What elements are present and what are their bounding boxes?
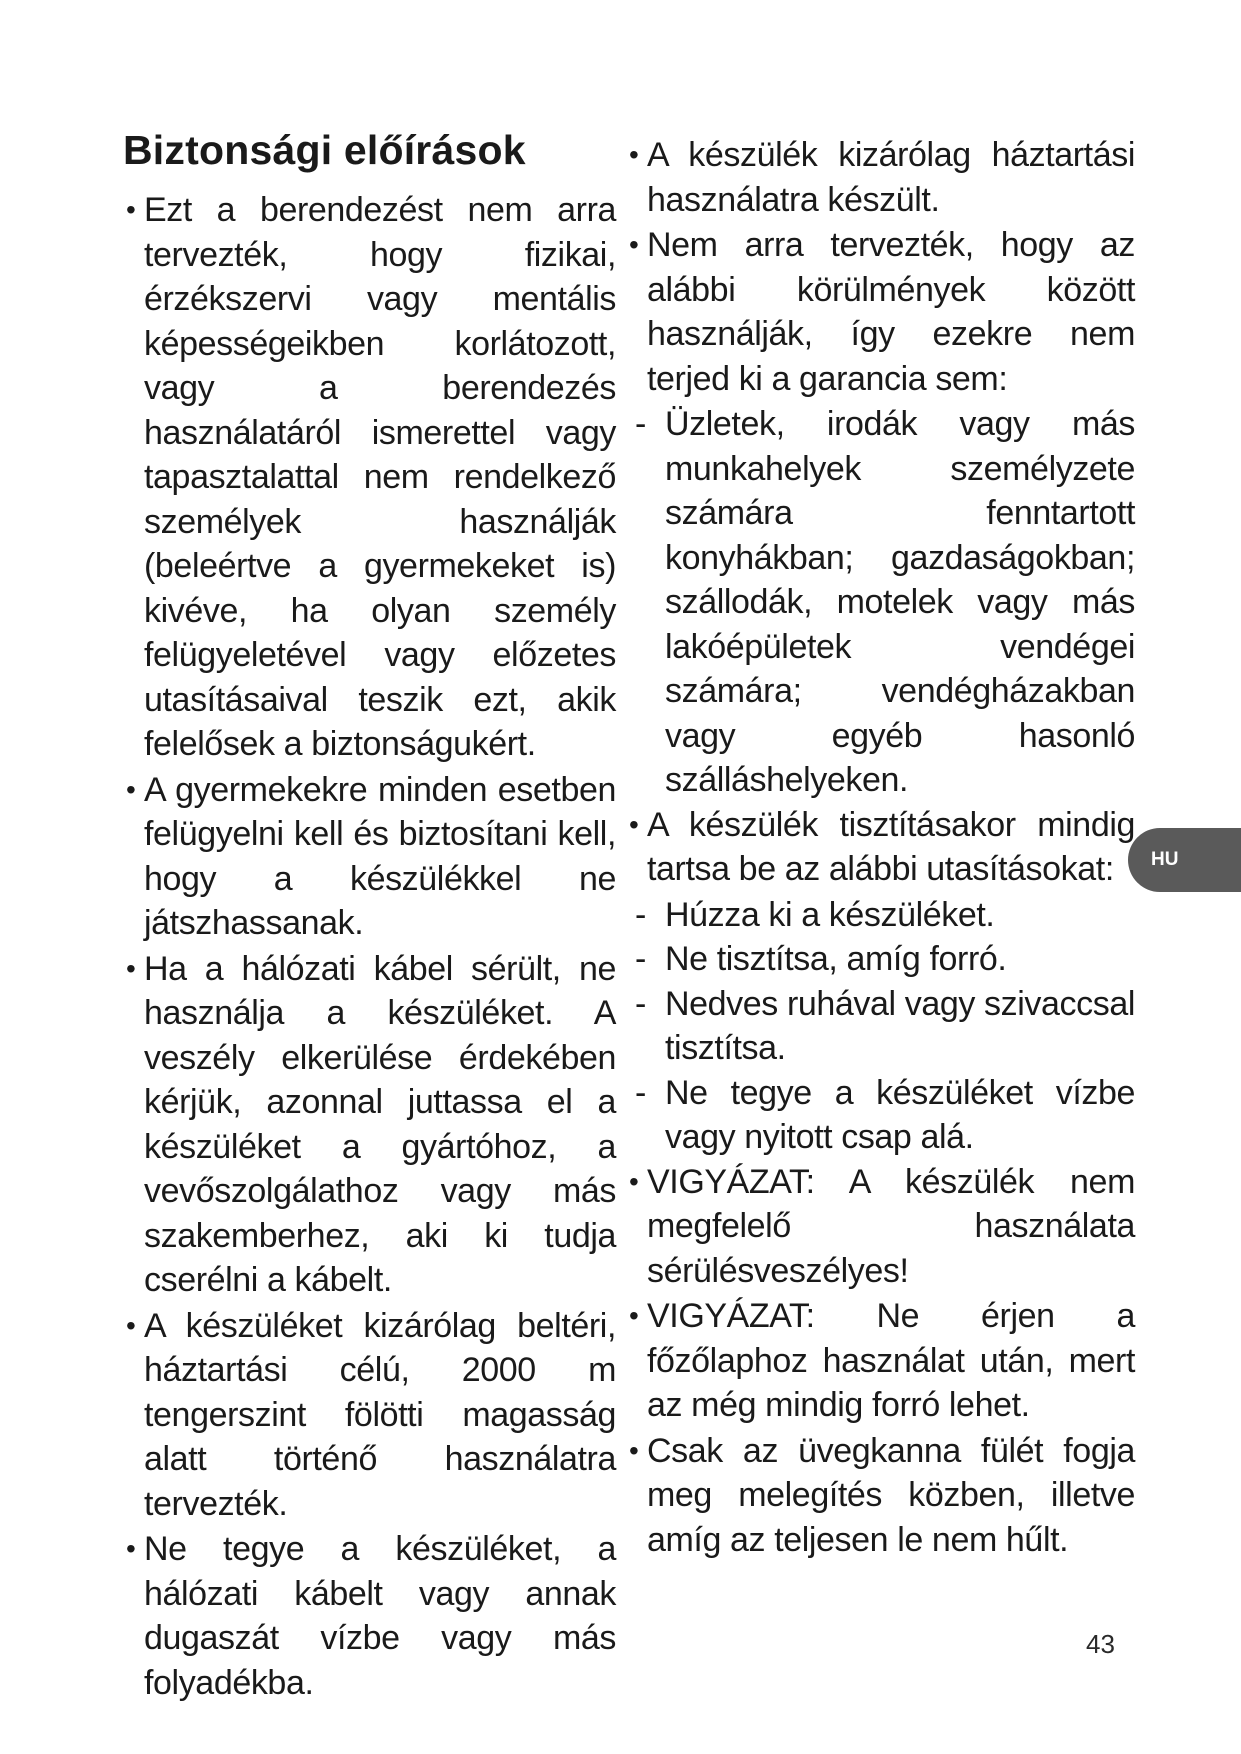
list-item [124, 947, 616, 1303]
list-item [124, 1304, 616, 1527]
dash-icon: - [635, 984, 646, 1023]
list-item-text: Csak az üvegkanna fülét fogja meg melegítés közben, illetve amíg az teljesen le nem hűlt. [647, 1431, 1135, 1559]
bullet-icon: • [629, 229, 639, 260]
list-item-text: A készüléket kizárólag beltéri, háztartási célú, 2000 m tengerszint fölötti magasság alatt történő használatra tervezték. [144, 1306, 616, 1523]
list-item [627, 1294, 1135, 1428]
sub-list-item [627, 1071, 1135, 1160]
sub-list-item-text: Húzza ki a készüléket. [665, 895, 995, 934]
right-column [627, 133, 1135, 1563]
sub-list-item [627, 402, 1135, 803]
list-item [627, 133, 1135, 222]
language-tab-label: HU [1151, 849, 1179, 870]
dash-icon: - [635, 1073, 646, 1112]
sub-list-item-text: Ne tisztítsa, amíg forró. [665, 940, 1007, 978]
list-item-text: VIGYÁZAT: Ne érjen a főzőlaphoz használat után, mert az még mindig forró lehet. [647, 1297, 1135, 1424]
page-number: 43 [1086, 1629, 1115, 1659]
bullet-icon: • [629, 1434, 639, 1466]
bullet-icon: • [629, 1300, 639, 1331]
dash-icon: - [635, 405, 646, 443]
list-item-text: A gyermekekre minden esetben felügyelni kell és biztosítani kell, hogy a készülékkel ne játszhassanak. [144, 770, 616, 942]
sub-list-item-text: Üzletek, irodák vagy más munkahelyek személyzete számára fenntartott konyhákban; gazdaságokban; szállodák, motelek vagy más lakóépületek vendégei számára; vendégházakban vagy egyéb hasonló szálláshelyeken. [665, 405, 1135, 799]
bullet-icon: • [126, 773, 136, 805]
list-item [627, 803, 1135, 892]
list-item [627, 223, 1135, 401]
list-item-text: Nem arra tervezték, hogy az alábbi körülmények között használják, így ezekre nem terjed ki a garancia sem: [647, 226, 1135, 398]
bullet-icon: • [629, 808, 639, 840]
list-item-text: A készülék kizárólag háztartási használatra készült. [647, 136, 1135, 219]
language-tab [1128, 828, 1241, 892]
list-item [627, 1429, 1135, 1563]
bullet-icon: • [126, 1533, 136, 1564]
list-item-text: Ezt a berendezést nem arra tervezték, hogy fizikai, érzékszervi vagy mentális képességeikben korlátozott, vagy a berendezés használatáról ismerettel vagy tapasztalattal nem rendelkező személyek használják (beleértve a gyermekeket is) kivéve, ha olyan személy felügyeletével vagy előzetes utasításaival teszik ezt, akik felelősek a biztonságukért. [144, 191, 616, 763]
list-item-text: A készülék tisztításakor mindig tartsa be az alábbi utasításokat: [647, 805, 1135, 888]
list-item [124, 1527, 616, 1705]
sub-list-item [627, 937, 1135, 982]
dash-icon: - [635, 940, 646, 978]
list-item [124, 768, 616, 946]
list-item-text: Ne tegye a készüléket, a hálózati kábelt vagy annak dugaszát vízbe vagy más folyadékba. [144, 1530, 616, 1702]
sub-list-item-text: Ne tegye a készüléket vízbe vagy nyitott csap alá. [665, 1073, 1135, 1156]
bullet-icon: • [629, 1165, 639, 1197]
list-item [124, 188, 616, 767]
bullet-icon: • [629, 139, 639, 170]
page-title: Biztonsági előírások [123, 127, 526, 173]
list-item-text: Ha a hálózati kábel sérült, ne használja a készüléket. A veszély elkerülése érdekében kérjük, azonnal juttassa el a készüléket a gyártóhoz, a vevőszolgálathoz vagy más szakemberhez, aki ki tudja cserélni a kábelt. [144, 949, 616, 1299]
dash-icon: - [635, 895, 646, 934]
sub-list-item [627, 982, 1135, 1071]
list-item [627, 1160, 1135, 1294]
list-item-text: VIGYÁZAT: A készülék nem megfelelő használata sérülésveszélyes! [647, 1162, 1135, 1290]
sub-list-item-text: Nedves ruhával vagy szivaccsal tisztítsa. [665, 984, 1135, 1067]
sub-list-item [627, 893, 1135, 938]
bullet-icon: • [126, 952, 136, 984]
bullet-icon: • [126, 1309, 136, 1341]
bullet-icon: • [126, 194, 136, 225]
left-column [124, 188, 616, 1706]
